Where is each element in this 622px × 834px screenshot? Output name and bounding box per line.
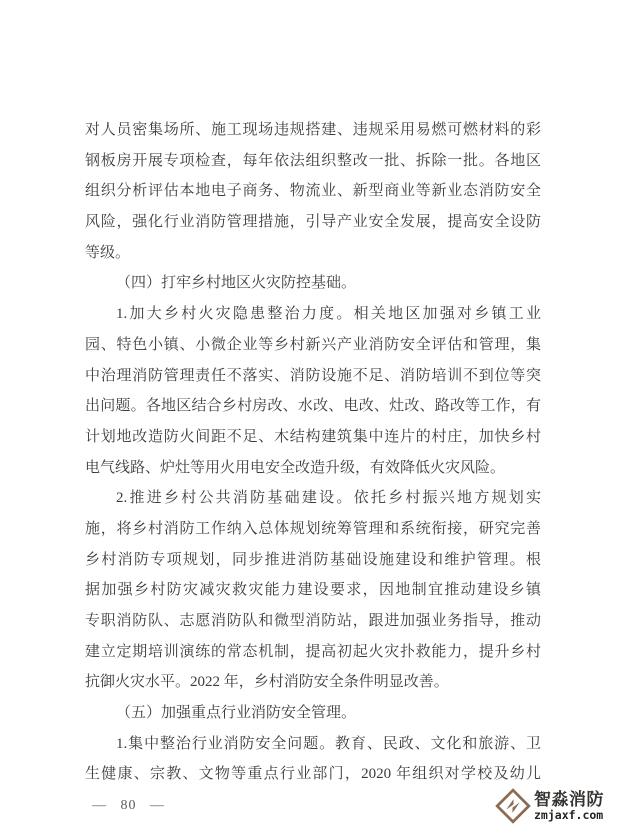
text-line: 中治理消防管理责任不落实、消防设施不足、消防培训不到位等突 xyxy=(85,367,541,384)
text-line: 乡村消防专项规划，同步推进消防基础设施建设和维护管理。根 xyxy=(85,551,541,568)
text-line: 对人员密集场所、施工现场违规搭建、违规采用易燃可燃材料的彩 xyxy=(85,122,541,138)
text-line: 等级。 xyxy=(85,244,131,261)
watermark-text xyxy=(534,791,604,822)
document-body xyxy=(85,115,541,790)
watermark-domain: zmjaxf.com xyxy=(534,807,604,822)
text-line: 1.加大乡村火灾隐患整治力度。相关地区加强对乡镇工业 xyxy=(116,306,541,323)
text-line: 2.推进乡村公共消防基础建设。依托乡村振兴地方规划实 xyxy=(116,490,541,507)
text-line: 电气线路、炉灶等用火用电安全改造升级，有效降低火灾风险。 xyxy=(85,459,506,476)
text-line: 抗御火灾水平。2022 年，乡村消防安全条件明显改善。 xyxy=(85,674,449,691)
text-line: 据加强乡村防灾减灾救灾能力建设要求，因地制宜推动建设乡镇 xyxy=(85,582,541,599)
text-line: 专职消防队、志愿消防队和微型消防站，跟进加强业务指导，推动 xyxy=(85,613,541,629)
text-line: 风险，强化行业消防管理措施，引导产业安全发展，提高安全设防 xyxy=(85,214,541,231)
watermark xyxy=(494,787,604,825)
text-line: 建立定期培训演练的常态机制，提高初起火灾扑救能力，提升乡村 xyxy=(85,643,541,660)
text-line: 计划地改造防火间距不足、木结构建筑集中连片的村庄，加快乡村 xyxy=(85,428,541,445)
text-line: 组织分析评估本地电子商务、物流业、新型商业等新业态消防安全 xyxy=(85,183,541,200)
watermark-brand: 智淼消防 xyxy=(534,789,604,809)
section-heading: （五）加强重点行业消防安全管理。 xyxy=(116,705,357,722)
section-heading: （四）打牢乡村地区火灾防控基础。 xyxy=(116,275,357,292)
text-line: 1.集中整治行业消防安全问题。教育、民政、文化和旅游、卫 xyxy=(116,735,541,752)
zhimiao-diamond-logo-icon xyxy=(494,787,532,825)
text-line: 园、特色小镇、小微企业等乡村新兴产业消防安全评估和管理，集 xyxy=(85,336,541,353)
text-line: 出问题。各地区结合乡村房改、水改、电改、灶改、路改等工作，有 xyxy=(85,398,541,415)
text-line: 钢板房开展专项检查，每年依法组织整改一批、拆除一批。各地区 xyxy=(85,152,541,169)
text-line: 生健康、宗教、文物等重点行业部门，2020 年组织对学校及幼儿 xyxy=(85,766,541,783)
page-number: — 80 — xyxy=(92,798,165,813)
text-line: 施，将乡村消防工作纳入总体规划统筹管理和系统衔接，研究完善 xyxy=(85,520,541,537)
